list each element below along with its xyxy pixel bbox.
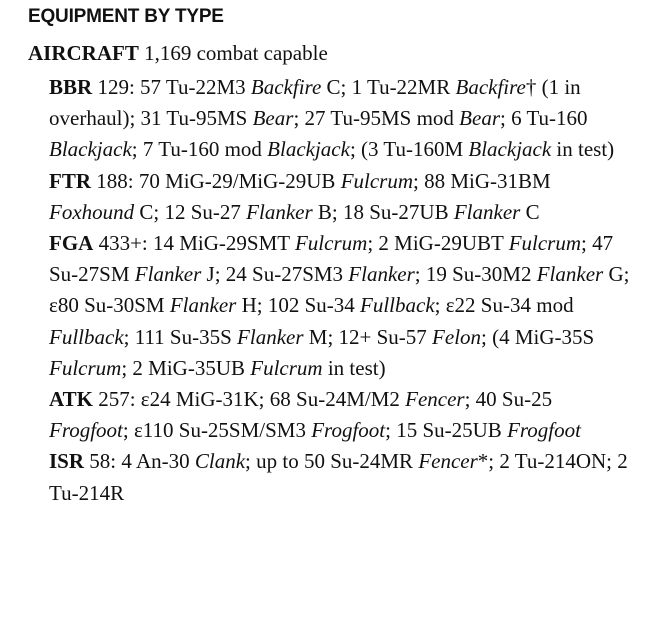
designation-name: Fulcrum — [294, 231, 368, 256]
role-code: ATK — [49, 387, 93, 412]
entry-text: J; 24 Su-27SM3 — [201, 262, 349, 287]
designation-name: Frogfoot — [49, 418, 123, 443]
equipment-entry-fga — [49, 228, 637, 384]
role-code: FTR — [49, 168, 91, 193]
entry-text: ; 6 Tu-160 — [500, 106, 588, 131]
entry-text: ; 7 Tu-160 mod — [131, 137, 268, 162]
designation-name: Flanker — [348, 262, 415, 287]
designation-name: Fullback — [360, 293, 435, 318]
entry-text: B; 18 Su-27UB — [312, 199, 454, 224]
entry-text: ; 88 MiG-31BM — [413, 168, 551, 193]
entry-text: ; 15 Su-25UB — [385, 418, 508, 443]
entry-text: ; 2 MiG-35UB — [121, 355, 251, 380]
designation-name: Flanker — [169, 293, 237, 318]
entry-text: † (1 in overhaul); 31 Tu-95MS — [49, 75, 581, 131]
entry-text: 433+: 14 MiG-29SMT — [93, 231, 295, 256]
entry-text: ; 19 Su-30M2 — [414, 262, 537, 287]
role-code: BBR — [49, 75, 93, 99]
entry-text: *; 2 Tu-214ON; 2 Tu-214R — [49, 449, 628, 505]
designation-name: Frogfoot — [507, 418, 581, 443]
entry-text: ; 47 Su-27SM — [49, 231, 614, 287]
entry-text: ; 2 MiG-29UBT — [367, 231, 509, 256]
designation-name: Flanker — [134, 262, 202, 287]
entry-text: ; 27 Tu-95MS mod — [293, 106, 460, 131]
entry-text: 129: 57 Tu-22M3 — [92, 75, 251, 99]
designation-name: Fullback — [49, 324, 124, 349]
role-code: FGA — [49, 231, 94, 256]
designation-name: Bear — [252, 106, 294, 131]
entry-text: in test) — [551, 137, 615, 162]
designation-name: Flanker — [237, 324, 304, 349]
designation-name: Flanker — [453, 199, 521, 224]
equipment-entry-bbr — [49, 72, 637, 166]
entry-text: 58: 4 An-30 — [84, 449, 195, 474]
entry-list — [49, 72, 637, 509]
equipment-entry-atk — [49, 384, 637, 446]
designation-name: Felon — [432, 324, 482, 349]
entry-text: ; (4 MiG-35S — [481, 324, 595, 349]
equipment-entry-isr — [49, 446, 637, 508]
entry-text: C; 12 Su-27 — [134, 199, 247, 224]
section-heading: EQUIPMENT BY TYPE — [28, 6, 224, 27]
entry-text: G; ε80 Su-30SM — [49, 262, 630, 318]
entry-text: ; (3 Tu-160M — [349, 137, 469, 162]
category-line — [28, 41, 328, 66]
designation-name: Fencer — [418, 449, 478, 474]
entry-text: M; 12+ Su-57 — [303, 324, 433, 349]
entry-text: 188: 70 MiG-29/MiG-29UB — [91, 168, 341, 193]
designation-name: Blackjack — [468, 137, 552, 162]
designation-name: Backfire — [250, 75, 322, 99]
entry-text: ; ε110 Su-25SM/SM3 — [122, 418, 312, 443]
entry-text: C — [520, 199, 540, 224]
designation-name: Blackjack — [267, 137, 350, 162]
entry-text: ; ε22 Su-34 mod — [434, 293, 574, 318]
designation-name: Clank — [194, 449, 246, 474]
equipment-entry-ftr — [49, 166, 637, 228]
entry-text: 257: ε24 MiG-31K; 68 Su-24M/M2 — [92, 387, 406, 412]
category-name: AIRCRAFT — [28, 41, 139, 65]
designation-name: Bear — [459, 106, 500, 131]
designation-name: Fencer — [405, 387, 465, 412]
designation-name: Foxhound — [49, 199, 135, 224]
entry-text: in test) — [322, 355, 386, 380]
entry-text: ; up to 50 Su-24MR — [245, 449, 419, 474]
designation-name: Fulcrum — [340, 168, 414, 193]
designation-name: Fulcrum — [49, 355, 122, 380]
designation-name: Blackjack — [49, 137, 132, 162]
designation-name: Fulcrum — [250, 355, 323, 380]
designation-name: Flanker — [246, 199, 313, 224]
designation-name: Backfire — [455, 75, 526, 99]
role-code: ISR — [49, 449, 85, 474]
designation-name: Frogfoot — [311, 418, 386, 443]
entry-text: ; 111 Su-35S — [123, 324, 238, 349]
entry-text: ; 40 Su-25 — [464, 387, 553, 412]
entry-text: H; 102 Su-34 — [236, 293, 361, 318]
category-count: 1,169 combat capable — [144, 41, 328, 65]
designation-name: Fulcrum — [508, 231, 582, 256]
entry-text: C; 1 Tu-22MR — [321, 75, 456, 99]
designation-name: Flanker — [536, 262, 604, 287]
